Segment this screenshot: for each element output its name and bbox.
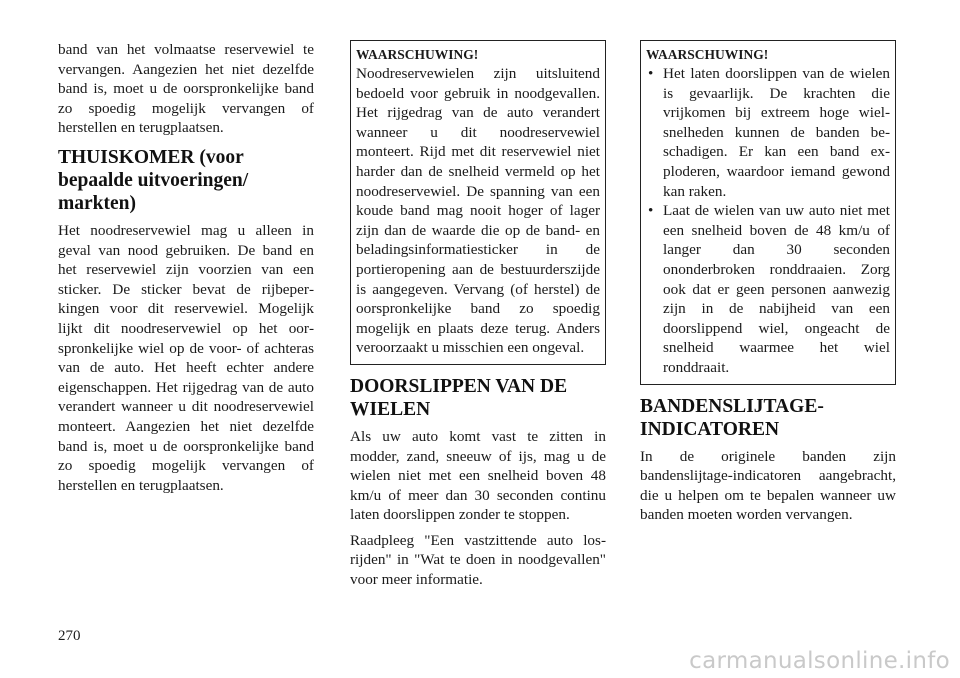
section-heading-thuiskomer: THUISKOMER (voor bepaalde uitvoeringen/ markten) [58,146,249,214]
column-right [640,40,896,531]
bullet-icon: • [648,65,654,82]
doorslippen-paragraph: Als uw auto komt vast te zitten in modder, zand, sneeuw of ijs, mag u de wielen niet met een snelheid boven 48 km/u of meer dan 30 seconden continu laten doorslippen zonder te stoppen. [350,427,606,524]
bandenslijtage-paragraph: In de originele banden zijn bandenslijtage-indicatoren aangebracht, die u helpen om te bepalen wanneer uw banden moeten worden vervangen. [640,447,896,524]
warning-title: WAARSCHUWING! [646,47,769,62]
column-left [58,40,314,501]
column-middle [350,40,606,596]
bullet-icon: • [648,202,654,220]
warning-bullet-item [646,64,890,201]
intro-paragraph: band van het volmaatse reservewiel te vervangen. Aangezien het niet dezelfde band is, moet u de oorspronkelijke band zo spoedig mogelijk vervangen of herstellen en terugplaatsen. [58,41,314,137]
warning-box-wheel-spin [640,40,896,385]
warning-bullet-text: Laat de wielen van uw auto niet met een snelheid boven de 48 km/u of langer dan 30 seconden ononderbroken ronddraaien. Zorg ook dat er geen personen aanwezig zijn in de nabijheid van een doorslippend wiel, ongeacht de snelheid waarmee het wiel ronddraait. [663,202,890,376]
warning-bullet-item [646,201,890,377]
watermark: carmanualsonline.info [689,648,950,674]
warning-box-spare-wheel [350,40,606,365]
page-number: 270 [58,628,81,644]
section-heading-bandenslijtage: BANDENSLIJTAGE-INDICATOREN [640,395,824,440]
thuiskomer-paragraph: Het noodreservewiel mag u alleen in geval van nood gebruiken. De band en het reservewiel zijn voorzien van een sticker. De sticker bevat de rijbeperkingen voor dit reservewiel. Mogelijk lijkt dit noodreservewiel op het oorspronkelijke wiel op de voor- of achteras van de auto. Het heeft echter andere eigenschappen. Het rijgedrag van de auto verandert wanneer u dit noodreservewiel monteert. Aangezien het niet dezelfde band is, moet u de oorspronkelijke band zo spoedig mogelijk vervangen of herstellen en terugplaatsen. [58,221,314,494]
warning-title: WAARSCHUWING! [356,47,479,62]
section-heading-doorslippen: DOORSLIPPEN VAN DE WIELEN [350,375,568,420]
warning-bullet-list [646,64,890,378]
warning-text: Noodreservewielen zijn uitsluitend bedoeld voor gebruik in noodgevallen. Het rijgedrag van de auto verandert wanneer u dit noodreservewiel monteert. Rijd met dit reservewiel niet harder dan de snelheid vermeld op het noodreservewiel. De spanning van een koude band mag nooit hoger of lager zijn dan de waarde die op de band- en beladingsinformatiesticker in de portieropening aan de bestuurderszijde is aangegeven. Vervang (of herstel) de oorspronkelijke band zo spoedig mogelijk en plaats deze terug. Anders veroorzaakt u misschien een ongeval. [356,65,600,357]
reference-paragraph: Raadpleeg "Een vastzittende auto losrijden" in "Wat te doen in noodgevallen" voor meer informatie. [350,531,606,589]
warning-bullet-text: Het laten doorslippen van de wielen is gevaarlijk. De krachten die vrijkomen bij extreem hoge wielsnelheden kunnen de banden beschadigen. Er kan een band exploderen, waardoor iemand gewond kan raken. [663,65,890,200]
